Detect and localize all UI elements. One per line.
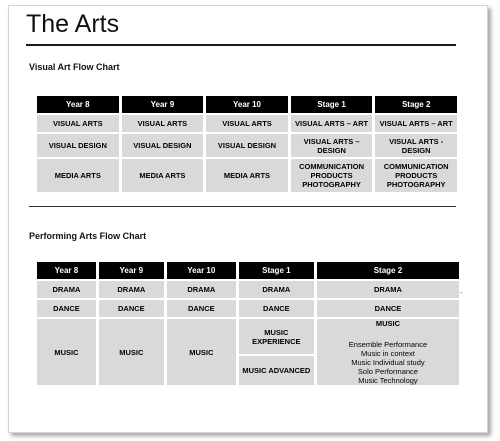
table-cell: MEDIA ARTS [122,159,204,192]
list-item: Music in context [361,349,415,358]
table-header-row [37,262,459,279]
table-cell: DANCE [167,300,236,317]
header-year9: Year 9 [99,262,164,279]
table-row [37,115,457,132]
table-cell: VISUAL ARTS – ART [291,115,373,132]
title-divider [26,44,456,46]
header-stage1: Stage 1 [239,262,314,279]
table-row [37,159,457,192]
page-title: The Arts [26,10,120,38]
table-cell: COMMUNICATION PRODUCTS PHOTOGRAPHY [375,159,457,192]
table-cell: DRAMA [239,281,314,298]
visual-art-table [34,94,460,194]
list-item: Ensemble Performance [348,340,428,349]
table-cell: MUSIC ADVANCED [239,356,314,385]
table-cell: VISUAL DESIGN [122,134,204,157]
table-cell-music-stage2 [317,319,459,385]
table-cell: MUSIC [99,319,164,385]
table-cell: VISUAL DESIGN [206,134,288,157]
table-cell: COMMUNICATION PRODUCTS PHOTOGRAPHY [291,159,373,192]
table-cell: DANCE [317,300,459,317]
table-cell: VISUAL DESIGN [37,134,119,157]
table-cell: MUSIC [37,319,96,385]
table-cell: DANCE [239,300,314,317]
table-cell: VISUAL ARTS [122,115,204,132]
header-year8: Year 8 [37,262,96,279]
header-year10: Year 10 [206,96,288,113]
table-cell: MUSIC [167,319,236,385]
table-row-drama [37,281,459,298]
header-stage1: Stage 1 [291,96,373,113]
list-item: Solo Performance [357,367,418,376]
section-divider [29,206,456,207]
table-header-row [37,96,457,113]
table-cell: DRAMA [37,281,96,298]
table-cell: DANCE [99,300,164,317]
visual-art-heading: Visual Art Flow Chart [29,62,120,72]
table-cell: VISUAL ARTS [37,115,119,132]
table-row-dance [37,300,459,317]
stray-mark: - [460,288,463,297]
list-item: Music Technology [358,376,418,385]
header-stage2: Stage 2 [375,96,457,113]
performing-arts-heading: Performing Arts Flow Chart [29,231,147,241]
table-cell: VISUAL ARTS - DESIGN [375,134,457,157]
table-row-music [37,319,459,354]
table-cell: DRAMA [99,281,164,298]
header-year10: Year 10 [167,262,236,279]
table-cell: DRAMA [167,281,236,298]
list-item: Music Individual study [351,358,425,367]
header-stage2: Stage 2 [317,262,459,279]
table-cell: DRAMA [317,281,459,298]
table-cell: MEDIA ARTS [206,159,288,192]
performing-arts-table [34,260,462,387]
header-year9: Year 9 [122,96,204,113]
table-cell: DANCE [37,300,96,317]
table-row [37,134,457,157]
table-cell: VISUAL ARTS [206,115,288,132]
table-cell: VISUAL ARTS – ART [375,115,457,132]
table-cell: MEDIA ARTS [37,159,119,192]
table-cell: VISUAL ARTS – DESIGN [291,134,373,157]
header-year8: Year 8 [37,96,119,113]
music-stage2-title: MUSIC [375,319,401,328]
table-cell: MUSIC EXPERIENCE [239,319,314,354]
